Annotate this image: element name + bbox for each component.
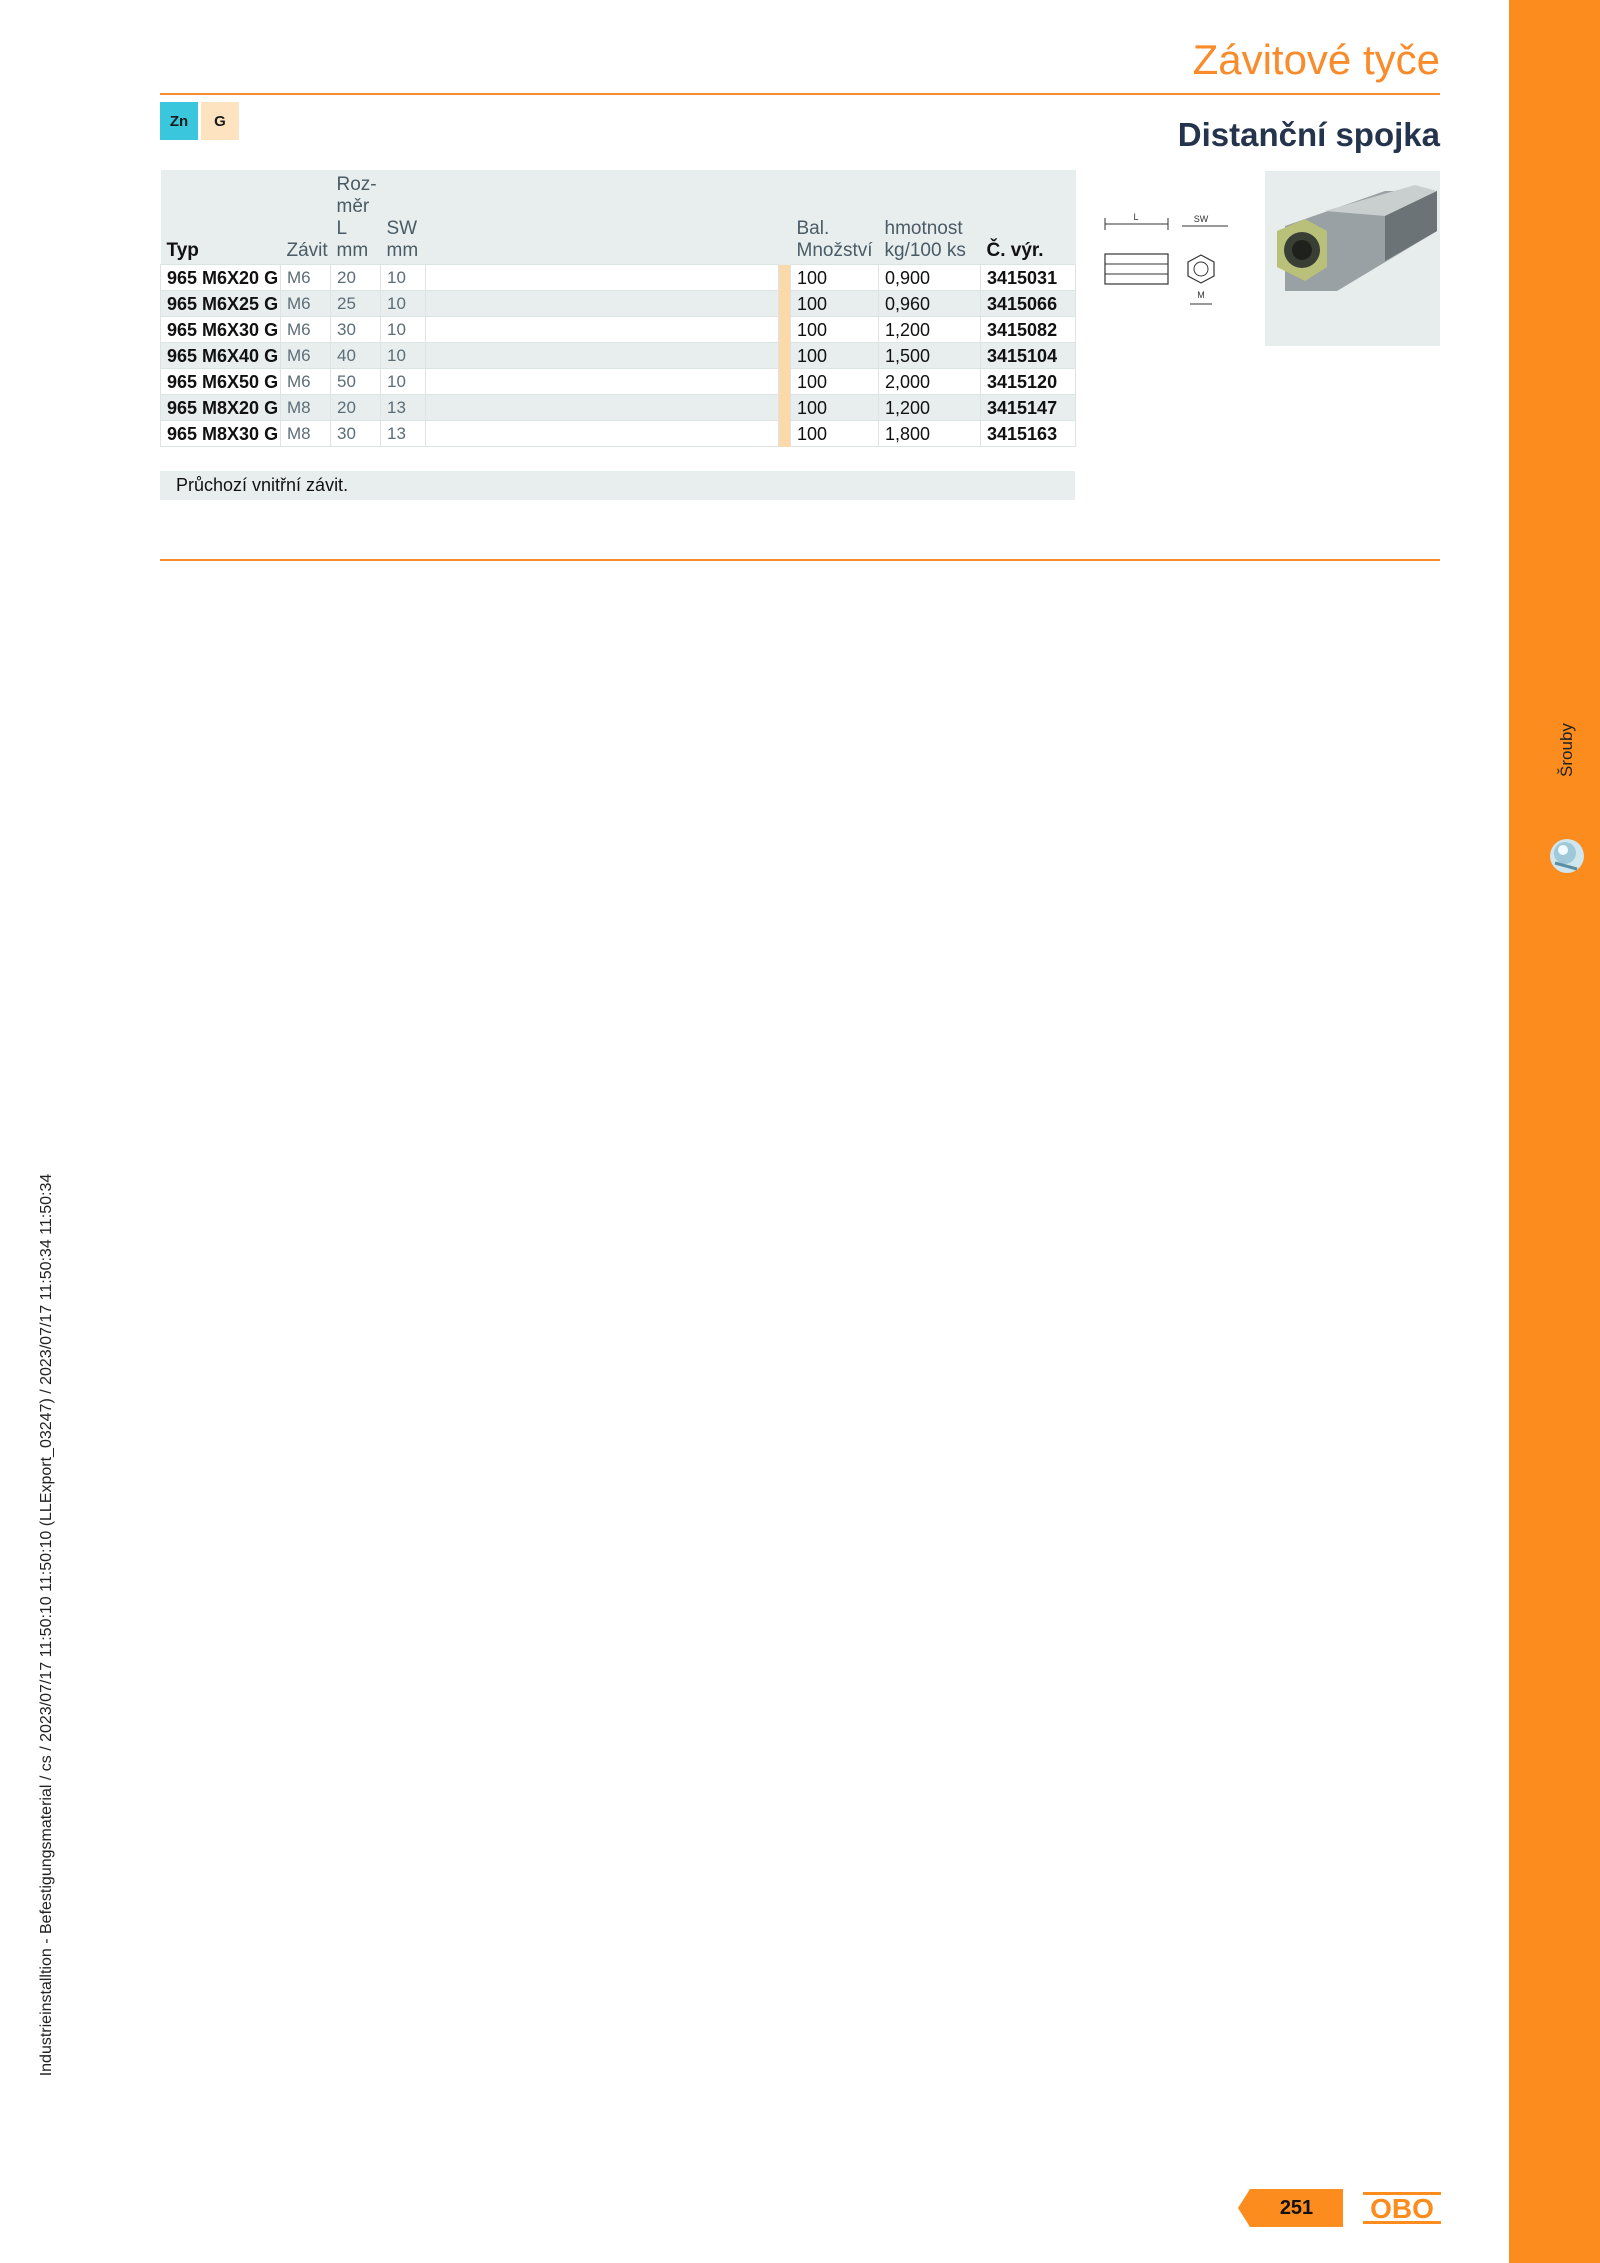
cell-zavit: M6 bbox=[281, 343, 331, 369]
cell-sw: 10 bbox=[381, 369, 426, 395]
cell-l: 30 bbox=[331, 421, 381, 447]
cell-hm: 1,500 bbox=[879, 343, 981, 369]
cell-typ: 965 M8X30 G bbox=[161, 421, 281, 447]
product-table bbox=[160, 170, 1076, 447]
cell-cvyr: 3415066 bbox=[981, 291, 1076, 317]
header-hm-line1: hmotnost bbox=[884, 218, 963, 239]
cell-bal: 100 bbox=[791, 369, 879, 395]
cell-l: 20 bbox=[331, 395, 381, 421]
header-rozmer bbox=[331, 170, 381, 265]
cell-hm: 1,800 bbox=[879, 421, 981, 447]
header-rozmer-line2: měr bbox=[336, 196, 370, 217]
cell-l: 30 bbox=[331, 317, 381, 343]
cell-sw: 10 bbox=[381, 317, 426, 343]
cell-sep bbox=[779, 317, 791, 343]
header-rozmer-unit: mm bbox=[336, 240, 369, 261]
cell-hm: 2,000 bbox=[879, 369, 981, 395]
export-metadata: Industrieinstalltion - Befestigungsmaterial / cs / 2023/07/17 11:50:10 11:50:10 (LLExport_03247) / 2023/07/17 11:50:34 11:50:34 bbox=[38, 1173, 55, 2077]
cell-zavit: M8 bbox=[281, 395, 331, 421]
cell-spacer bbox=[426, 395, 779, 421]
cell-spacer bbox=[426, 369, 779, 395]
section-title: Závitové tyče bbox=[1192, 36, 1440, 83]
cell-hm: 1,200 bbox=[879, 317, 981, 343]
cell-l: 25 bbox=[331, 291, 381, 317]
cell-cvyr: 3415104 bbox=[981, 343, 1076, 369]
cell-bal: 100 bbox=[791, 395, 879, 421]
header-zavit: Závit bbox=[281, 170, 331, 265]
header-bal-line2: Množství bbox=[796, 240, 873, 261]
cell-l: 50 bbox=[331, 369, 381, 395]
header-rozmer-line3: L bbox=[336, 218, 348, 239]
cell-sep bbox=[779, 369, 791, 395]
table-row bbox=[161, 291, 1076, 317]
cell-sw: 13 bbox=[381, 421, 426, 447]
cell-typ: 965 M6X40 G bbox=[161, 343, 281, 369]
drawing-label-l: L bbox=[1133, 212, 1139, 222]
table-row bbox=[161, 395, 1076, 421]
obo-logo bbox=[1363, 2190, 1441, 2226]
header-bal-line1: Bal. bbox=[796, 218, 830, 239]
cell-typ: 965 M6X20 G bbox=[161, 265, 281, 291]
cell-l: 40 bbox=[331, 343, 381, 369]
drawing-label-m: M bbox=[1197, 290, 1205, 300]
cell-sw: 13 bbox=[381, 395, 426, 421]
header-sep bbox=[779, 170, 791, 265]
table-row bbox=[161, 343, 1076, 369]
header-typ: Typ bbox=[161, 170, 281, 265]
cell-zavit: M8 bbox=[281, 421, 331, 447]
cell-bal: 100 bbox=[791, 421, 879, 447]
table-row bbox=[161, 421, 1076, 447]
cell-sep bbox=[779, 421, 791, 447]
cell-sw: 10 bbox=[381, 343, 426, 369]
cell-zavit: M6 bbox=[281, 291, 331, 317]
cell-typ: 965 M6X50 G bbox=[161, 369, 281, 395]
table-header-row bbox=[161, 170, 1076, 265]
cell-typ: 965 M6X30 G bbox=[161, 317, 281, 343]
cell-hm: 1,200 bbox=[879, 395, 981, 421]
cell-zavit: M6 bbox=[281, 265, 331, 291]
cell-spacer bbox=[426, 291, 779, 317]
cell-sep bbox=[779, 265, 791, 291]
cell-bal: 100 bbox=[791, 291, 879, 317]
cell-spacer bbox=[426, 265, 779, 291]
table-row bbox=[161, 369, 1076, 395]
sidebar-category-label: Šrouby bbox=[1557, 723, 1576, 777]
obo-logo-text: OBO bbox=[1370, 2193, 1434, 2224]
cell-hm: 0,960 bbox=[879, 291, 981, 317]
header-sw-label: SW bbox=[386, 218, 418, 239]
cell-cvyr: 3415120 bbox=[981, 369, 1076, 395]
cell-cvyr: 3415163 bbox=[981, 421, 1076, 447]
cell-spacer bbox=[426, 421, 779, 447]
cell-sep bbox=[779, 395, 791, 421]
header-hmotnost bbox=[879, 170, 981, 265]
cell-hm: 0,900 bbox=[879, 265, 981, 291]
cell-sw: 10 bbox=[381, 291, 426, 317]
content-bottom-rule bbox=[160, 559, 1440, 561]
header-rozmer-line1: Roz- bbox=[336, 174, 377, 195]
cell-typ: 965 M6X25 G bbox=[161, 291, 281, 317]
cell-bal: 100 bbox=[791, 343, 879, 369]
product-title: Distanční spojka bbox=[1177, 116, 1440, 153]
cell-spacer bbox=[426, 317, 779, 343]
header-rule bbox=[160, 93, 1440, 95]
table-row bbox=[161, 265, 1076, 291]
zn-badge: Zn bbox=[160, 102, 198, 140]
header-sw bbox=[381, 170, 426, 265]
cell-l: 20 bbox=[331, 265, 381, 291]
cell-bal: 100 bbox=[791, 265, 879, 291]
product-photo bbox=[1265, 171, 1440, 346]
header-sw-unit: mm bbox=[386, 240, 419, 261]
drawing-label-sw: SW bbox=[1193, 214, 1209, 224]
cell-typ: 965 M8X20 G bbox=[161, 395, 281, 421]
header-cvyr: Č. výr. bbox=[981, 170, 1076, 265]
cell-sep bbox=[779, 291, 791, 317]
cell-zavit: M6 bbox=[281, 317, 331, 343]
header-hm-line2: kg/100 ks bbox=[884, 240, 966, 261]
cell-spacer bbox=[426, 343, 779, 369]
product-note: Průchozí vnitřní závit. bbox=[160, 471, 1075, 500]
header-spacer bbox=[426, 170, 779, 265]
cell-cvyr: 3415082 bbox=[981, 317, 1076, 343]
cell-cvyr: 3415031 bbox=[981, 265, 1076, 291]
cell-sep bbox=[779, 343, 791, 369]
cell-cvyr: 3415147 bbox=[981, 395, 1076, 421]
sidebar-bar bbox=[1509, 0, 1600, 2263]
screw-icon bbox=[1547, 836, 1587, 876]
cell-zavit: M6 bbox=[281, 369, 331, 395]
page-number: 251 bbox=[1279, 2197, 1314, 2219]
dimension-drawing bbox=[1100, 208, 1240, 318]
header-bal bbox=[791, 170, 879, 265]
g-badge: G bbox=[201, 102, 239, 140]
cell-sw: 10 bbox=[381, 265, 426, 291]
cell-bal: 100 bbox=[791, 317, 879, 343]
table-row bbox=[161, 317, 1076, 343]
